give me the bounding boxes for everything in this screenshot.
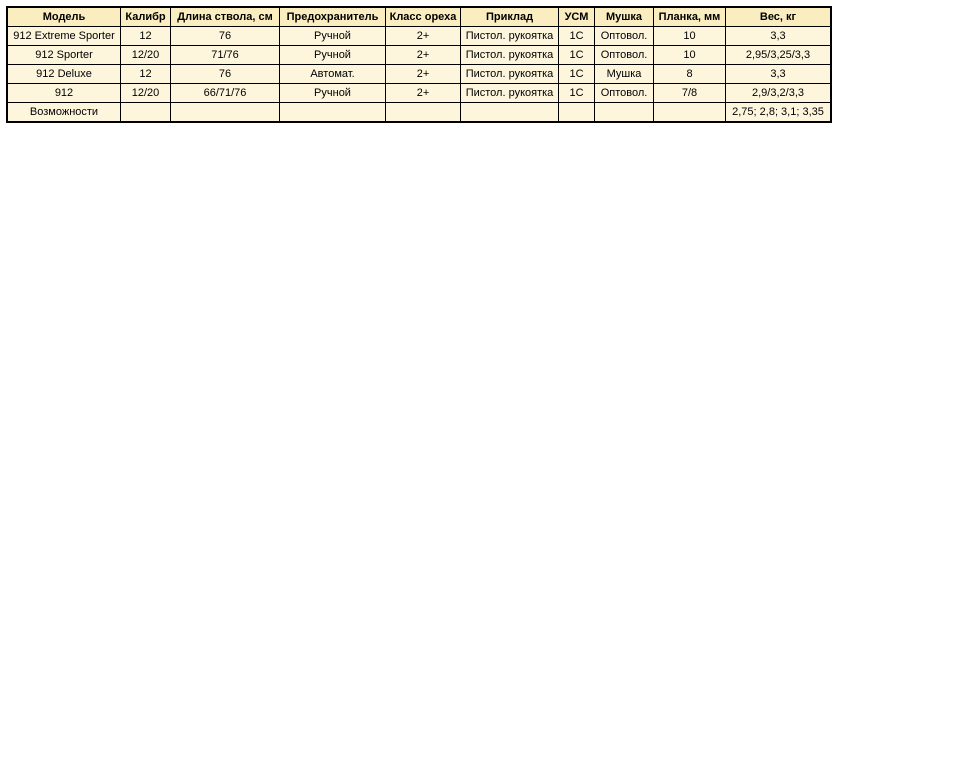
column-header-caliber: Калибр — [121, 8, 170, 26]
cell-front-sight: Мушка — [595, 65, 653, 83]
column-header-stock: Приклад — [461, 8, 558, 26]
cell-caliber — [121, 103, 170, 121]
table-body — [8, 27, 830, 121]
table-header-row — [8, 8, 830, 26]
table-row — [8, 46, 830, 64]
table-row — [8, 65, 830, 83]
column-header-safety: Предохранитель — [280, 8, 385, 26]
table-row — [8, 84, 830, 102]
cell-safety — [280, 103, 385, 121]
table-row — [8, 103, 830, 121]
cell-stock — [461, 103, 558, 121]
cell-safety: Ручной — [280, 46, 385, 64]
cell-stock: Пистол. рукоятка — [461, 65, 558, 83]
column-header-weight: Вес, кг — [726, 8, 830, 26]
column-header-barrel-length: Длина ствола, см — [171, 8, 279, 26]
cell-model: 912 Deluxe — [8, 65, 120, 83]
cell-safety: Ручной — [280, 27, 385, 45]
column-header-wood-class: Класс ореха — [386, 8, 460, 26]
cell-wood-class: 2+ — [386, 65, 460, 83]
cell-trigger: 1С — [559, 84, 594, 102]
cell-caliber: 12/20 — [121, 84, 170, 102]
cell-front-sight: Оптовол. — [595, 84, 653, 102]
cell-trigger: 1С — [559, 46, 594, 64]
cell-wood-class: 2+ — [386, 27, 460, 45]
cell-model: 912 — [8, 84, 120, 102]
column-header-trigger: УСМ — [559, 8, 594, 26]
cell-model: Возможности — [8, 103, 120, 121]
table-header — [8, 8, 830, 26]
cell-barrel-length: 71/76 — [171, 46, 279, 64]
cell-rib — [654, 103, 725, 121]
cell-weight: 2,95/3,25/3,3 — [726, 46, 830, 64]
specification-table — [6, 6, 832, 123]
cell-trigger: 1С — [559, 65, 594, 83]
cell-rib: 10 — [654, 46, 725, 64]
cell-wood-class: 2+ — [386, 46, 460, 64]
column-header-model: Модель — [8, 8, 120, 26]
cell-caliber: 12/20 — [121, 46, 170, 64]
cell-weight: 3,3 — [726, 65, 830, 83]
cell-caliber: 12 — [121, 65, 170, 83]
specification-table-container — [0, 0, 979, 123]
cell-trigger — [559, 103, 594, 121]
cell-front-sight: Оптовол. — [595, 27, 653, 45]
cell-safety: Автомат. — [280, 65, 385, 83]
cell-trigger: 1С — [559, 27, 594, 45]
cell-front-sight — [595, 103, 653, 121]
cell-model: 912 Extreme Sporter — [8, 27, 120, 45]
cell-barrel-length: 76 — [171, 65, 279, 83]
cell-rib: 10 — [654, 27, 725, 45]
cell-wood-class — [386, 103, 460, 121]
cell-barrel-length: 76 — [171, 27, 279, 45]
cell-wood-class: 2+ — [386, 84, 460, 102]
table-row — [8, 27, 830, 45]
cell-rib: 7/8 — [654, 84, 725, 102]
cell-rib: 8 — [654, 65, 725, 83]
cell-weight: 3,3 — [726, 27, 830, 45]
column-header-front-sight: Мушка — [595, 8, 653, 26]
cell-stock: Пистол. рукоятка — [461, 84, 558, 102]
cell-barrel-length: 66/71/76 — [171, 84, 279, 102]
cell-weight: 2,75; 2,8; 3,1; 3,35 — [726, 103, 830, 121]
cell-barrel-length — [171, 103, 279, 121]
cell-caliber: 12 — [121, 27, 170, 45]
column-header-rib: Планка, мм — [654, 8, 725, 26]
cell-stock: Пистол. рукоятка — [461, 46, 558, 64]
cell-weight: 2,9/3,2/3,3 — [726, 84, 830, 102]
cell-model: 912 Sporter — [8, 46, 120, 64]
cell-safety: Ручной — [280, 84, 385, 102]
cell-front-sight: Оптовол. — [595, 46, 653, 64]
cell-stock: Пистол. рукоятка — [461, 27, 558, 45]
